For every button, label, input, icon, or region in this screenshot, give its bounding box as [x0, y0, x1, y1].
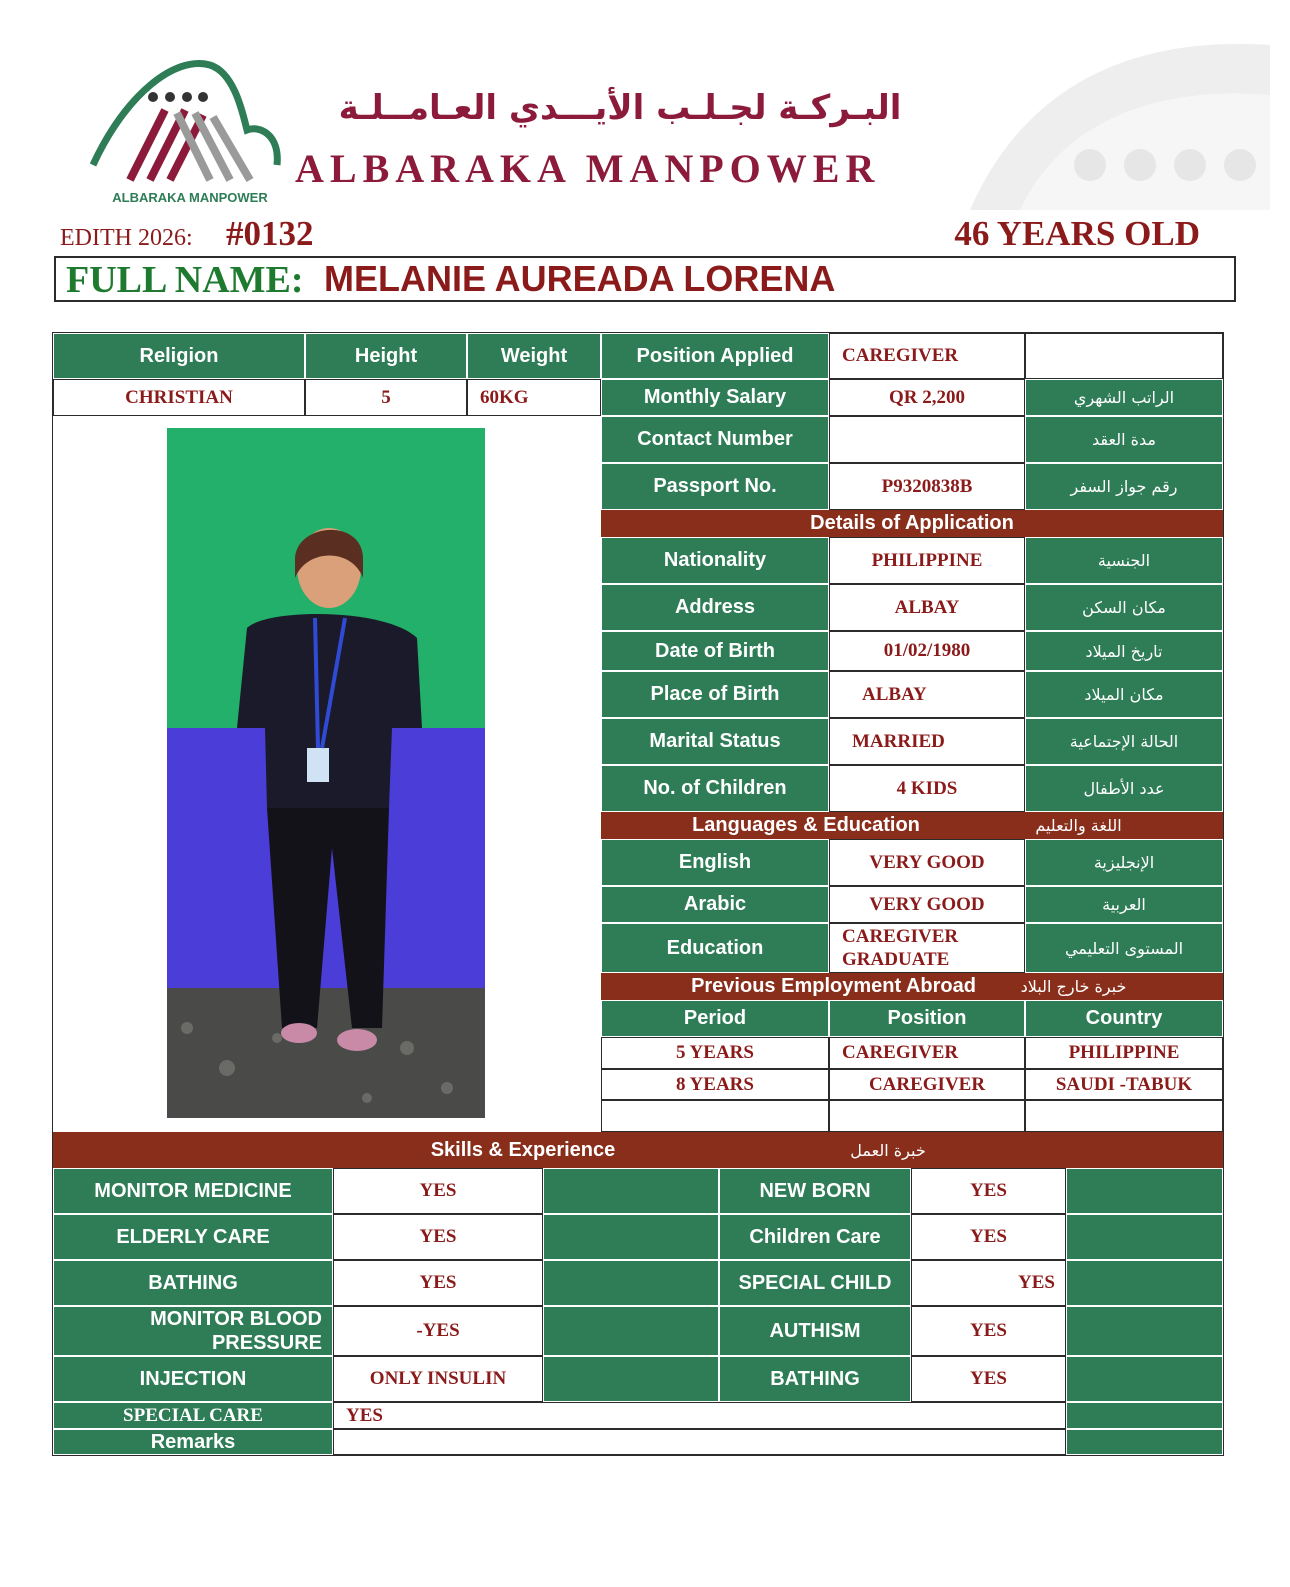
employment-row-2-period: 8 YEARS [601, 1069, 829, 1100]
skill-row-3-spacer [543, 1260, 719, 1306]
position-applied-value: CAREGIVER [829, 333, 1025, 379]
height-value: 5 [305, 379, 467, 416]
skill-bathing-label: BATHING [53, 1260, 333, 1306]
english-arabic: الإنجليزية [1025, 839, 1223, 886]
date-of-birth-value: 01/02/1980 [829, 631, 1025, 671]
position-applied-arabic [1025, 333, 1223, 379]
marital-status-value: MARRIED [829, 718, 1025, 765]
skill-injection-value: ONLY INSULIN [333, 1356, 543, 1402]
company-arabic-name: البـركـة لجـلـب الأيـــدي العـامــلـة [338, 88, 902, 128]
remarks-value [333, 1429, 1066, 1455]
special-care-label: SPECIAL CARE [53, 1402, 333, 1429]
skills-title-arabic: خبرة العمل [850, 1140, 926, 1160]
passport-label: Passport No. [601, 463, 829, 510]
monthly-salary-arabic: الراتب الشهري [1025, 379, 1223, 416]
address-value: ALBAY [829, 584, 1025, 631]
date-of-birth-label: Date of Birth [601, 631, 829, 671]
skill-bathing-2-label: BATHING [719, 1356, 911, 1402]
weight-header: Weight [467, 333, 601, 379]
arabic-value: VERY GOOD [829, 886, 1025, 923]
skill-special-child-value: YES [911, 1260, 1066, 1306]
applicant-photo [167, 428, 485, 1118]
skill-autism-value: YES [911, 1306, 1066, 1356]
skill-monitor-blood-pressure-label: MONITOR BLOOD PRESSURE [53, 1306, 333, 1356]
remarks-end [1066, 1429, 1223, 1455]
passport-value: P9320838B [829, 463, 1025, 510]
skill-new-born-label: NEW BORN [719, 1168, 911, 1214]
monthly-salary-label: Monthly Salary [601, 379, 829, 416]
languages-title-arabic: اللغة والتعليم [1035, 816, 1122, 835]
height-header: Height [305, 333, 467, 379]
skill-row-1-end [1066, 1168, 1223, 1214]
skill-row-5-spacer [543, 1356, 719, 1402]
edition-label: EDITH 2026: [60, 225, 193, 251]
skill-new-born-value: YES [911, 1168, 1066, 1214]
watermark-logo-icon [960, 15, 1280, 215]
age-label: 46 YEARS OLD [954, 214, 1200, 253]
skill-children-care-value: YES [911, 1214, 1066, 1260]
monthly-salary-value: QR 2,200 [829, 379, 1025, 416]
skill-bathing-value: YES [333, 1260, 543, 1306]
place-of-birth-label: Place of Birth [601, 671, 829, 718]
passport-arabic: رقم جواز السفر [1025, 463, 1223, 510]
employment-section-title [601, 973, 1223, 1000]
application-number: #0132 [226, 214, 314, 253]
skill-row-3-end [1066, 1260, 1223, 1306]
weight-value: 60KG [467, 379, 601, 416]
skills-title-text: Skills & Experience [430, 1138, 616, 1161]
period-header: Period [601, 1000, 829, 1037]
country-header: Country [1025, 1000, 1223, 1037]
skill-children-care-label: Children Care [719, 1214, 911, 1260]
logo-caption: ALBARAKA MANPOWER [112, 190, 268, 205]
special-care-end [1066, 1402, 1223, 1429]
employment-row-3-position [829, 1100, 1025, 1132]
special-care-value: YES [333, 1402, 1066, 1429]
employment-title-text: Previous Employment Abroad [691, 975, 976, 997]
employment-row-2-country: SAUDI -TABUK [1025, 1069, 1223, 1100]
skill-elderly-care-value: YES [333, 1214, 543, 1260]
nationality-value: PHILIPPINE [829, 537, 1025, 584]
contact-number-value [829, 416, 1025, 463]
skill-autism-label: AUTHISM [719, 1306, 911, 1356]
arabic-label: Arabic [601, 886, 829, 923]
children-arabic: عدد الأطفال [1025, 765, 1223, 812]
skill-special-child-label: SPECIAL CHILD [719, 1260, 911, 1306]
languages-section-title [601, 812, 1223, 839]
application-form [10, 0, 1280, 1587]
education-value: CAREGIVER GRADUATE [829, 923, 1025, 973]
employment-row-3-period [601, 1100, 829, 1132]
marital-status-label: Marital Status [601, 718, 829, 765]
employment-title-arabic: خبرة خارج البلاد [1020, 977, 1127, 996]
position-header: Position [829, 1000, 1025, 1037]
skill-elderly-care-label: ELDERLY CARE [53, 1214, 333, 1260]
children-label: No. of Children [601, 765, 829, 812]
employment-row-1-period: 5 YEARS [601, 1037, 829, 1069]
nationality-arabic: الجنسية [1025, 537, 1223, 584]
place-of-birth-arabic: مكان الميلاد [1025, 671, 1223, 718]
albaraka-logo-icon [85, 55, 285, 190]
skill-row-1-spacer [543, 1168, 719, 1214]
children-value: 4 KIDS [829, 765, 1025, 812]
skill-bathing-2-value: YES [911, 1356, 1066, 1402]
english-value: VERY GOOD [829, 839, 1025, 886]
education-arabic: المستوى التعليمي [1025, 923, 1223, 973]
contact-number-arabic: مدة العقد [1025, 416, 1223, 463]
employment-row-1-position: CAREGIVER [829, 1037, 1025, 1069]
languages-title-text: Languages & Education [692, 814, 920, 836]
skill-row-5-end [1066, 1356, 1223, 1402]
skill-row-2-spacer [543, 1214, 719, 1260]
address-label: Address [601, 584, 829, 631]
skill-row-4-spacer [543, 1306, 719, 1356]
english-label: English [601, 839, 829, 886]
date-of-birth-arabic: تاريخ الميلاد [1025, 631, 1223, 671]
skill-row-2-end [1066, 1214, 1223, 1260]
skill-injection-label: INJECTION [53, 1356, 333, 1402]
full-name-label: FULL NAME: [66, 259, 304, 301]
position-applied-label: Position Applied [601, 333, 829, 379]
company-english-name: ALBARAKA MANPOWER [295, 146, 881, 191]
education-label: Education [601, 923, 829, 973]
religion-header: Religion [53, 333, 305, 379]
religion-value: CHRISTIAN [53, 379, 305, 416]
arabic-arabic: العربية [1025, 886, 1223, 923]
remarks-label: Remarks [53, 1429, 333, 1455]
skill-monitor-medicine-value: YES [333, 1168, 543, 1214]
contact-number-label: Contact Number [601, 416, 829, 463]
employment-row-1-country: PHILIPPINE [1025, 1037, 1223, 1069]
employment-row-3-country [1025, 1100, 1223, 1132]
skill-row-4-end [1066, 1306, 1223, 1356]
skills-section-title [53, 1132, 1223, 1168]
skill-monitor-blood-pressure-value: -YES [333, 1306, 543, 1356]
address-arabic: مكان السكن [1025, 584, 1223, 631]
skill-monitor-medicine-label: MONITOR MEDICINE [53, 1168, 333, 1214]
employment-row-2-position: CAREGIVER [829, 1069, 1025, 1100]
place-of-birth-value: ALBAY [829, 671, 1025, 718]
details-section-title: Details of Application [601, 510, 1223, 537]
marital-status-arabic: الحالة الإجتماعية [1025, 718, 1223, 765]
full-name-value: MELANIE AUREADA LORENA [324, 258, 836, 299]
nationality-label: Nationality [601, 537, 829, 584]
